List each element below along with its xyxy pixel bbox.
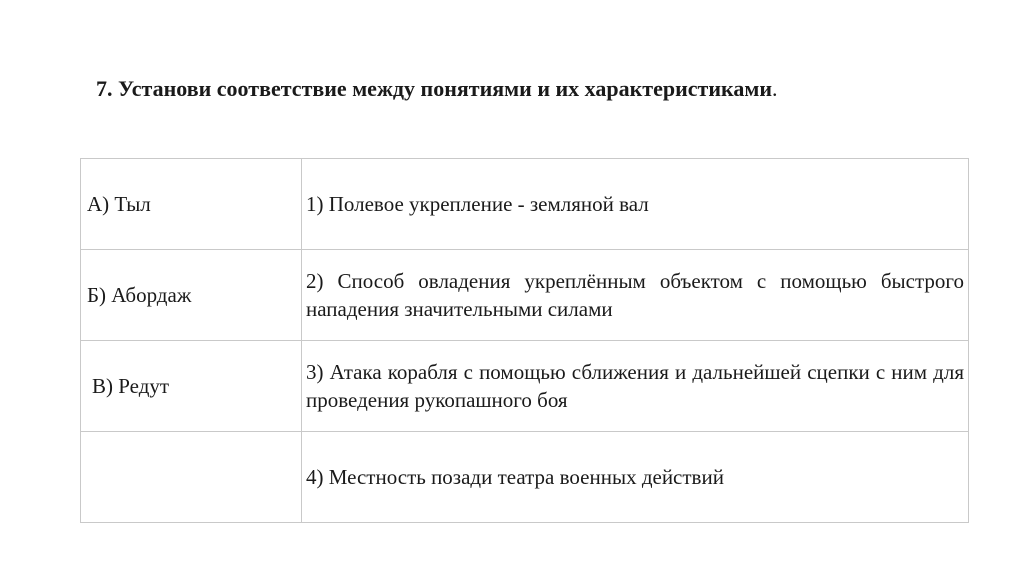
concept-cell: А) Тыл [81,159,302,250]
matching-table [80,158,969,523]
table-row [81,432,969,523]
concept-cell [81,432,302,523]
table-row [81,250,969,341]
definition-cell: 2) Способ овладения укреплённым объектом с помощью быстрого нападения значительными силами [302,250,969,341]
definition-cell: 3) Атака корабля с помощью сближения и дальнейшей сцепки с ним для проведения рукопашного боя [302,341,969,432]
concept-cell: Б) Абордаж [81,250,302,341]
task-title-period: . [772,76,778,101]
definition-cell: 1) Полевое укрепление - земляной вал [302,159,969,250]
table-row [81,341,969,432]
table-row [81,159,969,250]
task-title-text: 7. Установи соответствие между понятиями и их характеристиками [96,76,773,101]
definition-cell: 4) Местность позади театра военных действий [302,432,969,523]
concept-cell: В) Редут [81,341,302,432]
task-title [96,74,778,104]
